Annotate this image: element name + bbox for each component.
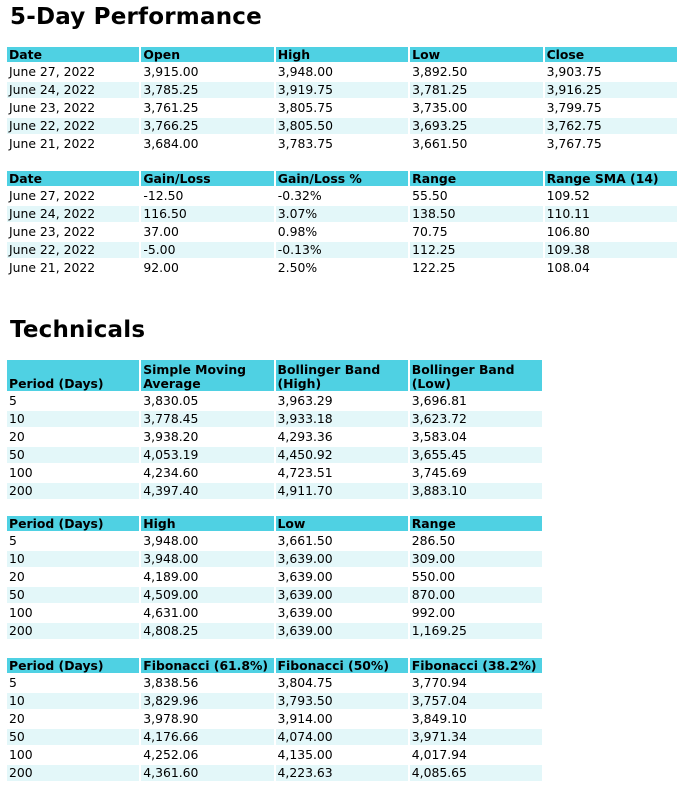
- table-cell: 100: [7, 465, 139, 481]
- table-cell: 116.50: [141, 206, 273, 222]
- table-cell: June 23, 2022: [7, 224, 139, 240]
- table-cell: 3,978.90: [141, 711, 273, 727]
- column-header: Bollinger Band (High): [276, 360, 408, 391]
- table-cell: 10: [7, 551, 139, 567]
- table-cell: 3,914.00: [276, 711, 408, 727]
- table-cell: -5.00: [141, 242, 273, 258]
- table-cell: 3,963.29: [276, 393, 408, 409]
- table-cell: 3,805.50: [276, 118, 408, 134]
- column-header: Date: [7, 171, 139, 186]
- table-cell: 100: [7, 747, 139, 763]
- table-cell: 3,655.45: [410, 447, 542, 463]
- table-cell: -12.50: [141, 188, 273, 204]
- table-cell: 3,838.56: [141, 675, 273, 691]
- table-cell: 1,169.25: [410, 623, 542, 639]
- table-cell: 3,639.00: [276, 551, 408, 567]
- table-cell: 109.52: [545, 188, 677, 204]
- table-row: [7, 483, 542, 499]
- table-cell: 3,916.25: [545, 82, 677, 98]
- column-header: Gain/Loss %: [276, 171, 408, 186]
- table-cell: June 24, 2022: [7, 206, 139, 222]
- table-cell: 3,639.00: [276, 569, 408, 585]
- column-header: Range: [410, 516, 542, 531]
- table-cell: 3,938.20: [141, 429, 273, 445]
- table-cell: 3,781.25: [410, 82, 542, 98]
- table-cell: 4,911.70: [276, 483, 408, 499]
- table-cell: 4,085.65: [410, 765, 542, 781]
- table-cell: 3,770.94: [410, 675, 542, 691]
- table-cell: 3,892.50: [410, 64, 542, 80]
- table-cell: 3,948.00: [276, 64, 408, 80]
- table-cell: 122.25: [410, 260, 542, 276]
- table-cell: June 21, 2022: [7, 260, 139, 276]
- table-row: [7, 118, 677, 134]
- table-row: [7, 411, 542, 427]
- table-row: [7, 224, 677, 240]
- table-row: [7, 693, 542, 709]
- table-cell: 50: [7, 447, 139, 463]
- table-cell: 3,785.25: [141, 82, 273, 98]
- table-cell: 100: [7, 605, 139, 621]
- table-cell: 4,176.66: [141, 729, 273, 745]
- table-cell: 4,189.00: [141, 569, 273, 585]
- table-cell: 3,915.00: [141, 64, 273, 80]
- table-cell: 2.50%: [276, 260, 408, 276]
- performance-table: [5, 45, 679, 154]
- table-cell: June 24, 2022: [7, 82, 139, 98]
- table-cell: 3,757.04: [410, 693, 542, 709]
- table-cell: 3,693.25: [410, 118, 542, 134]
- table-cell: June 27, 2022: [7, 188, 139, 204]
- table-cell: 5: [7, 533, 139, 549]
- table-cell: 4,723.51: [276, 465, 408, 481]
- table-row: [7, 260, 677, 276]
- table-header-row: [7, 360, 542, 391]
- column-header: Close: [545, 47, 677, 62]
- table-row: [7, 729, 542, 745]
- table-cell: 37.00: [141, 224, 273, 240]
- table-cell: 3,639.00: [276, 587, 408, 603]
- table-cell: 3,883.10: [410, 483, 542, 499]
- table-cell: June 22, 2022: [7, 242, 139, 258]
- table-cell: 550.00: [410, 569, 542, 585]
- table-cell: 3,804.75: [276, 675, 408, 691]
- table-cell: 4,397.40: [141, 483, 273, 499]
- table-cell: 309.00: [410, 551, 542, 567]
- column-header: Fibonacci (38.2%): [410, 658, 542, 673]
- column-header: Range SMA (14): [545, 171, 677, 186]
- table-cell: 4,450.92: [276, 447, 408, 463]
- column-header: High: [276, 47, 408, 62]
- period-range-table: [5, 514, 544, 641]
- column-header: Low: [276, 516, 408, 531]
- moving-average-table: [5, 358, 544, 501]
- column-header: Period (Days): [7, 658, 139, 673]
- table-cell: 110.11: [545, 206, 677, 222]
- table-cell: 20: [7, 711, 139, 727]
- table-cell: 200: [7, 483, 139, 499]
- table-cell: 10: [7, 411, 139, 427]
- column-header: Range: [410, 171, 542, 186]
- table-cell: 4,509.00: [141, 587, 273, 603]
- table-cell: 10: [7, 693, 139, 709]
- table-cell: 3,766.25: [141, 118, 273, 134]
- technicals-title: Technicals: [10, 317, 146, 343]
- table-cell: 3,903.75: [545, 64, 677, 80]
- table-header-row: [7, 47, 677, 62]
- table-cell: 200: [7, 623, 139, 639]
- table-cell: 3,948.00: [141, 551, 273, 567]
- table-row: [7, 100, 677, 116]
- table-cell: 138.50: [410, 206, 542, 222]
- table-cell: 870.00: [410, 587, 542, 603]
- table-row: [7, 605, 542, 621]
- table-cell: 286.50: [410, 533, 542, 549]
- table-cell: 4,631.00: [141, 605, 273, 621]
- table-cell: 3,583.04: [410, 429, 542, 445]
- table-row: [7, 569, 542, 585]
- table-row: [7, 533, 542, 549]
- table-row: [7, 136, 677, 152]
- table-cell: 4,053.19: [141, 447, 273, 463]
- table-cell: 3,829.96: [141, 693, 273, 709]
- fibonacci-table: [5, 656, 544, 783]
- table-cell: June 22, 2022: [7, 118, 139, 134]
- table-row: [7, 765, 542, 781]
- table-row: [7, 429, 542, 445]
- table-cell: 4,223.63: [276, 765, 408, 781]
- table-header-row: [7, 171, 677, 186]
- table-cell: 4,074.00: [276, 729, 408, 745]
- table-cell: 20: [7, 429, 139, 445]
- table-header-row: [7, 658, 542, 673]
- table-cell: 3,661.50: [276, 533, 408, 549]
- table-row: [7, 747, 542, 763]
- table-cell: 3,623.72: [410, 411, 542, 427]
- column-header: Bollinger Band (Low): [410, 360, 542, 391]
- table-cell: 4,252.06: [141, 747, 273, 763]
- table-cell: 3,639.00: [276, 623, 408, 639]
- table-cell: 992.00: [410, 605, 542, 621]
- table-row: [7, 465, 542, 481]
- table-cell: 3,830.05: [141, 393, 273, 409]
- gain-loss-table: [5, 169, 679, 278]
- table-cell: June 23, 2022: [7, 100, 139, 116]
- column-header: Low: [410, 47, 542, 62]
- table-row: [7, 587, 542, 603]
- table-cell: June 27, 2022: [7, 64, 139, 80]
- table-row: [7, 82, 677, 98]
- table-cell: 4,135.00: [276, 747, 408, 763]
- table-header-row: [7, 516, 542, 531]
- table-cell: 55.50: [410, 188, 542, 204]
- table-cell: 108.04: [545, 260, 677, 276]
- table-cell: 70.75: [410, 224, 542, 240]
- table-cell: 3,805.75: [276, 100, 408, 116]
- column-header: High: [141, 516, 273, 531]
- table-cell: 4,017.94: [410, 747, 542, 763]
- table-row: [7, 551, 542, 567]
- table-cell: June 21, 2022: [7, 136, 139, 152]
- table-cell: 3.07%: [276, 206, 408, 222]
- table-cell: 3,971.34: [410, 729, 542, 745]
- column-header: Simple Moving Average: [141, 360, 273, 391]
- table-cell: 3,684.00: [141, 136, 273, 152]
- table-cell: 3,745.69: [410, 465, 542, 481]
- table-cell: 92.00: [141, 260, 273, 276]
- table-cell: 109.38: [545, 242, 677, 258]
- table-cell: 20: [7, 569, 139, 585]
- table-row: [7, 393, 542, 409]
- table-cell: 0.98%: [276, 224, 408, 240]
- table-cell: 3,639.00: [276, 605, 408, 621]
- table-cell: 5: [7, 393, 139, 409]
- table-cell: 3,767.75: [545, 136, 677, 152]
- table-cell: 3,948.00: [141, 533, 273, 549]
- table-cell: 50: [7, 587, 139, 603]
- table-cell: 3,793.50: [276, 693, 408, 709]
- performance-title: 5-Day Performance: [10, 4, 262, 30]
- table-cell: 3,933.18: [276, 411, 408, 427]
- table-row: [7, 188, 677, 204]
- column-header: Period (Days): [7, 360, 139, 391]
- table-cell: -0.13%: [276, 242, 408, 258]
- table-row: [7, 623, 542, 639]
- column-header: Open: [141, 47, 273, 62]
- column-header: Period (Days): [7, 516, 139, 531]
- table-cell: 112.25: [410, 242, 542, 258]
- table-cell: 3,783.75: [276, 136, 408, 152]
- table-row: [7, 675, 542, 691]
- table-row: [7, 447, 542, 463]
- table-cell: 200: [7, 765, 139, 781]
- table-cell: 3,761.25: [141, 100, 273, 116]
- column-header: Fibonacci (61.8%): [141, 658, 273, 673]
- table-cell: -0.32%: [276, 188, 408, 204]
- table-cell: 3,762.75: [545, 118, 677, 134]
- table-cell: 5: [7, 675, 139, 691]
- column-header: Date: [7, 47, 139, 62]
- table-cell: 4,361.60: [141, 765, 273, 781]
- table-cell: 4,808.25: [141, 623, 273, 639]
- table-row: [7, 711, 542, 727]
- column-header: Fibonacci (50%): [276, 658, 408, 673]
- table-cell: 3,799.75: [545, 100, 677, 116]
- table-cell: 3,778.45: [141, 411, 273, 427]
- column-header: Gain/Loss: [141, 171, 273, 186]
- table-cell: 4,293.36: [276, 429, 408, 445]
- table-cell: 50: [7, 729, 139, 745]
- table-cell: 3,919.75: [276, 82, 408, 98]
- table-cell: 3,849.10: [410, 711, 542, 727]
- table-cell: 3,661.50: [410, 136, 542, 152]
- table-row: [7, 242, 677, 258]
- table-row: [7, 206, 677, 222]
- table-cell: 3,696.81: [410, 393, 542, 409]
- table-cell: 106.80: [545, 224, 677, 240]
- table-cell: 4,234.60: [141, 465, 273, 481]
- table-row: [7, 64, 677, 80]
- table-cell: 3,735.00: [410, 100, 542, 116]
